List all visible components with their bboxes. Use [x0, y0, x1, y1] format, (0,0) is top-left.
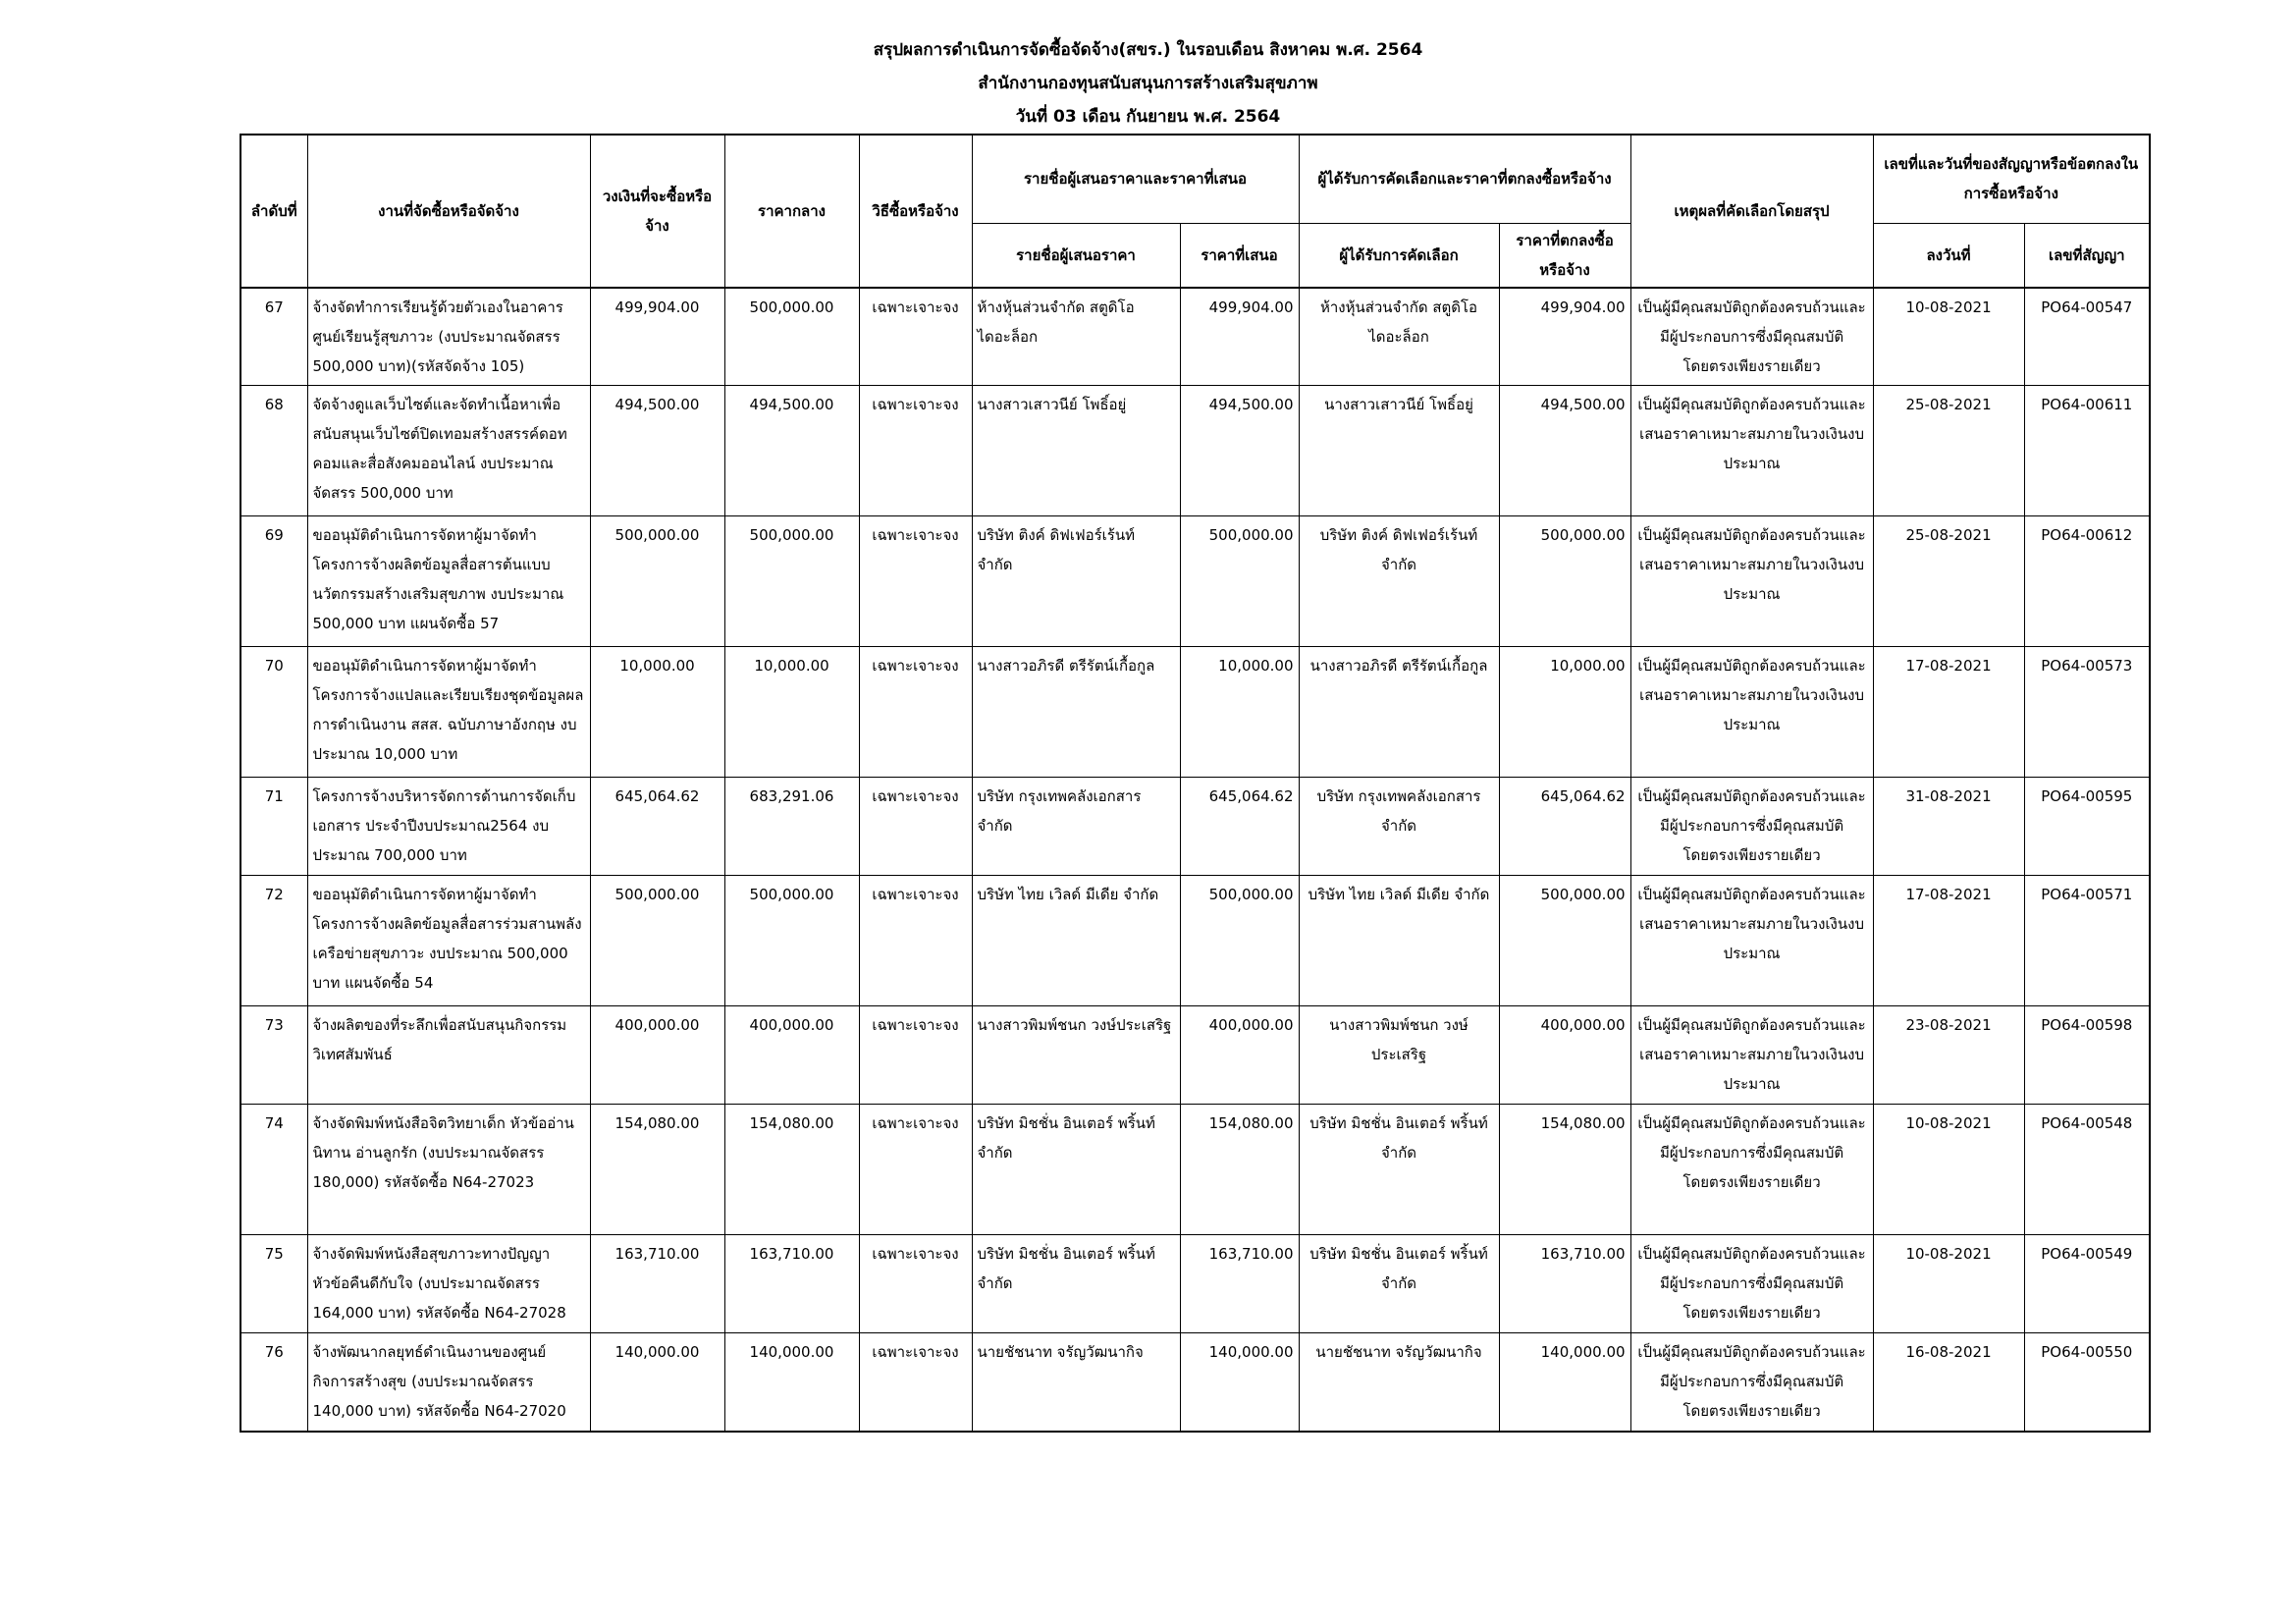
row-winner: บริษัท มิชชั่น อินเตอร์ พริ้นท์ จำกัด [1299, 1105, 1499, 1235]
agency-name: สำนักงานกองทุนสนับสนุนการสร้างเสริมสุขภาพ [978, 74, 1318, 93]
row-item: จ้างผลิตของที่ระลึกเพื่อสนับสนุนกิจกรรมวิเทศสัมพันธ์ [307, 1006, 590, 1105]
table-header [240, 135, 2150, 288]
report-title: สรุปผลการดำเนินการจัดซื้อจัดจ้าง(สขร.) ในรอบเดือน สิงหาคม พ.ศ. 2564 [873, 40, 1423, 60]
document-header [0, 33, 2296, 134]
table-row [240, 1333, 2150, 1432]
row-agreed: 500,000.00 [1499, 516, 1630, 647]
row-no: 75 [240, 1235, 307, 1333]
row-date: 17-08-2021 [1873, 647, 2024, 778]
row-agreed: 400,000.00 [1499, 1006, 1630, 1105]
row-no: 67 [240, 288, 307, 386]
row-budget: 500,000.00 [590, 516, 724, 647]
row-bidder: นางสาวเสาวนีย์ โพธิ์อยู่ [972, 386, 1180, 516]
col-agreed-price: ราคาที่ตกลงซื้อหรือจ้าง [1499, 223, 1630, 288]
col-reason: เหตุผลที่คัดเลือกโดยสรุป [1630, 135, 1873, 288]
row-reason: เป็นผู้มีคุณสมบัติถูกต้องครบถ้วนและมีผู้ประกอบการซึ่งมีคุณสมบัติโดยตรงเพียงรายเดียว [1630, 1105, 1873, 1235]
row-method: เฉพาะเจาะจง [859, 516, 972, 647]
col-item: งานที่จัดซื้อหรือจัดจ้าง [307, 135, 590, 288]
row-winner: นายชัชนาท จรัญวัฒนากิจ [1299, 1333, 1499, 1432]
row-item: ขออนุมัติดำเนินการจัดหาผู้มาจัดทำโครงการจ้างแปลและเรียบเรียงชุดข้อมูลผลการดำเนินงาน สสส. ฉบับภาษาอังกฤษ งบประมาณ 10,000 บาท [307, 647, 590, 778]
row-no: 70 [240, 647, 307, 778]
row-contract: PO64-00548 [2024, 1105, 2150, 1235]
table-row [240, 386, 2150, 516]
row-reason: เป็นผู้มีคุณสมบัติถูกต้องครบถ้วนและเสนอราคาเหมาะสมภายในวงเงินงบประมาณ [1630, 516, 1873, 647]
table-row [240, 1105, 2150, 1235]
row-no: 71 [240, 778, 307, 876]
row-method: เฉพาะเจาะจง [859, 647, 972, 778]
row-contract: PO64-00573 [2024, 647, 2150, 778]
row-no: 72 [240, 876, 307, 1006]
col-date: ลงวันที่ [1873, 223, 2024, 288]
row-no: 68 [240, 386, 307, 516]
row-method: เฉพาะเจาะจง [859, 1235, 972, 1333]
procurement-table [240, 134, 2151, 1433]
table-body [240, 288, 2150, 1432]
row-bidder: ห้างหุ้นส่วนจำกัด สตูดิโอไดอะล็อก [972, 288, 1180, 386]
row-item: ขออนุมัติดำเนินการจัดหาผู้มาจัดทำโครงการจ้างผลิตข้อมูลสื่อสารร่วมสานพลังเครือข่ายสุขภาวะ งบประมาณ 500,000 บาท แผนจัดซื้อ 54 [307, 876, 590, 1006]
table-row [240, 876, 2150, 1006]
row-bidder: นายชัชนาท จรัญวัฒนากิจ [972, 1333, 1180, 1432]
row-date: 25-08-2021 [1873, 386, 2024, 516]
row-bidder: บริษัท มิชชั่น อินเตอร์ พริ้นท์ จำกัด [972, 1235, 1180, 1333]
row-bid: 140,000.00 [1180, 1333, 1299, 1432]
row-bidder: บริษัท ติงค์ ดิฟเฟอร์เร้นท์ จำกัด [972, 516, 1180, 647]
row-budget: 500,000.00 [590, 876, 724, 1006]
row-method: เฉพาะเจาะจง [859, 1006, 972, 1105]
row-agreed: 499,904.00 [1499, 288, 1630, 386]
row-winner: นางสาวอภิรดี ตรีรัตน์เกื้อกูล [1299, 647, 1499, 778]
row-reason: เป็นผู้มีคุณสมบัติถูกต้องครบถ้วนและมีผู้ประกอบการซึ่งมีคุณสมบัติโดยตรงเพียงรายเดียว [1630, 288, 1873, 386]
row-budget: 163,710.00 [590, 1235, 724, 1333]
col-budget: วงเงินที่จะซื้อหรือจ้าง [590, 135, 724, 288]
table-row [240, 1235, 2150, 1333]
row-reason: เป็นผู้มีคุณสมบัติถูกต้องครบถ้วนและเสนอราคาเหมาะสมภายในวงเงินงบประมาณ [1630, 386, 1873, 516]
row-reason: เป็นผู้มีคุณสมบัติถูกต้องครบถ้วนและเสนอราคาเหมาะสมภายในวงเงินงบประมาณ [1630, 1006, 1873, 1105]
row-winner: บริษัท ติงค์ ดิฟเฟอร์เร้นท์ จำกัด [1299, 516, 1499, 647]
col-bidder-name: รายชื่อผู้เสนอราคา [972, 223, 1180, 288]
row-no: 73 [240, 1006, 307, 1105]
row-winner: บริษัท ไทย เวิลด์ มีเดีย จำกัด [1299, 876, 1499, 1006]
row-winner: นางสาวพิมพ์ชนก วงษ์ประเสริฐ [1299, 1006, 1499, 1105]
col-median: ราคากลาง [724, 135, 859, 288]
row-budget: 154,080.00 [590, 1105, 724, 1235]
row-date: 10-08-2021 [1873, 288, 2024, 386]
row-winner: ห้างหุ้นส่วนจำกัด สตูดิโอไดอะล็อก [1299, 288, 1499, 386]
col-bid-price: ราคาที่เสนอ [1180, 223, 1299, 288]
row-date: 25-08-2021 [1873, 516, 2024, 647]
row-bid: 645,064.62 [1180, 778, 1299, 876]
row-reason: เป็นผู้มีคุณสมบัติถูกต้องครบถ้วนและมีผู้ประกอบการซึ่งมีคุณสมบัติโดยตรงเพียงรายเดียว [1630, 778, 1873, 876]
row-date: 23-08-2021 [1873, 1006, 2024, 1105]
row-median: 683,291.06 [724, 778, 859, 876]
row-contract: PO64-00598 [2024, 1006, 2150, 1105]
row-item: จ้างจัดทำการเรียนรู้ด้วยตัวเองในอาคารศูนย์เรียนรู้สุขภาวะ (งบประมาณจัดสรร 500,000 บาท)(รหัสจัดจ้าง 105) [307, 288, 590, 386]
row-winner: บริษัท มิชชั่น อินเตอร์ พริ้นท์ จำกัด [1299, 1235, 1499, 1333]
row-bid: 10,000.00 [1180, 647, 1299, 778]
row-date: 10-08-2021 [1873, 1105, 2024, 1235]
row-item: จัดจ้างดูแลเว็บไซต์และจัดทำเนื้อหาเพื่อสนับสนุนเว็บไซต์ปิดเทอมสร้างสรรค์ดอทคอมและสื่อสังคมออนไลน์ งบประมาณจัดสรร 500,000 บาท [307, 386, 590, 516]
row-contract: PO64-00571 [2024, 876, 2150, 1006]
row-no: 76 [240, 1333, 307, 1432]
row-method: เฉพาะเจาะจง [859, 288, 972, 386]
row-median: 494,500.00 [724, 386, 859, 516]
row-method: เฉพาะเจาะจง [859, 876, 972, 1006]
row-contract: PO64-00550 [2024, 1333, 2150, 1432]
table-row [240, 516, 2150, 647]
row-agreed: 494,500.00 [1499, 386, 1630, 516]
table-row [240, 1006, 2150, 1105]
row-method: เฉพาะเจาะจง [859, 1333, 972, 1432]
report-date: วันที่ 03 เดือน กันยายน พ.ศ. 2564 [1015, 107, 1281, 127]
row-contract: PO64-00595 [2024, 778, 2150, 876]
row-budget: 645,064.62 [590, 778, 724, 876]
row-bidder: บริษัท มิชชั่น อินเตอร์ พริ้นท์ จำกัด [972, 1105, 1180, 1235]
row-median: 400,000.00 [724, 1006, 859, 1105]
row-bid: 500,000.00 [1180, 516, 1299, 647]
row-agreed: 140,000.00 [1499, 1333, 1630, 1432]
row-winner: บริษัท กรุงเทพคลังเอกสาร จำกัด [1299, 778, 1499, 876]
table-row [240, 288, 2150, 386]
row-agreed: 10,000.00 [1499, 647, 1630, 778]
col-winner-group: ผู้ได้รับการคัดเลือกและราคาที่ตกลงซื้อหรือจ้าง [1299, 135, 1630, 223]
row-contract: PO64-00547 [2024, 288, 2150, 386]
table-row [240, 647, 2150, 778]
col-contract-group: เลขที่และวันที่ของสัญญาหรือข้อตกลงในการซื้อหรือจ้าง [1873, 135, 2150, 223]
row-item: โครงการจ้างบริหารจัดการด้านการจัดเก็บเอกสาร ประจำปีงบประมาณ2564 งบประมาณ 700,000 บาท [307, 778, 590, 876]
row-bidder: บริษัท ไทย เวิลด์ มีเดีย จำกัด [972, 876, 1180, 1006]
row-item: ขออนุมัติดำเนินการจัดหาผู้มาจัดทำโครงการจ้างผลิตข้อมูลสื่อสารต้นแบบนวัตกรรมสร้างเสริมสุขภาพ งบประมาณ 500,000 บาท แผนจัดซื้อ 57 [307, 516, 590, 647]
row-median: 500,000.00 [724, 516, 859, 647]
row-median: 500,000.00 [724, 876, 859, 1006]
row-bidder: บริษัท กรุงเทพคลังเอกสาร จำกัด [972, 778, 1180, 876]
row-item: จ้างจัดพิมพ์หนังสือสุขภาวะทางปัญญา หัวข้อคืนดีกับใจ (งบประมาณจัดสรร 164,000 บาท) รหัสจัดซื้อ N64-27028 [307, 1235, 590, 1333]
row-no: 74 [240, 1105, 307, 1235]
row-budget: 499,904.00 [590, 288, 724, 386]
row-agreed: 645,064.62 [1499, 778, 1630, 876]
col-bidders-group: รายชื่อผู้เสนอราคาและราคาที่เสนอ [972, 135, 1299, 223]
row-reason: เป็นผู้มีคุณสมบัติถูกต้องครบถ้วนและเสนอราคาเหมาะสมภายในวงเงินงบประมาณ [1630, 647, 1873, 778]
row-contract: PO64-00549 [2024, 1235, 2150, 1333]
row-bidder: นางสาวพิมพ์ชนก วงษ์ประเสริฐ [972, 1006, 1180, 1105]
row-median: 10,000.00 [724, 647, 859, 778]
row-agreed: 163,710.00 [1499, 1235, 1630, 1333]
row-bidder: นางสาวอภิรดี ตรีรัตน์เกื้อกูล [972, 647, 1180, 778]
row-median: 154,080.00 [724, 1105, 859, 1235]
row-bid: 499,904.00 [1180, 288, 1299, 386]
table-row [240, 778, 2150, 876]
row-budget: 140,000.00 [590, 1333, 724, 1432]
row-budget: 400,000.00 [590, 1006, 724, 1105]
row-method: เฉพาะเจาะจง [859, 1105, 972, 1235]
row-median: 163,710.00 [724, 1235, 859, 1333]
row-date: 17-08-2021 [1873, 876, 2024, 1006]
col-winner-name: ผู้ได้รับการคัดเลือก [1299, 223, 1499, 288]
row-method: เฉพาะเจาะจง [859, 778, 972, 876]
row-reason: เป็นผู้มีคุณสมบัติถูกต้องครบถ้วนและมีผู้ประกอบการซึ่งมีคุณสมบัติโดยตรงเพียงรายเดียว [1630, 1235, 1873, 1333]
row-method: เฉพาะเจาะจง [859, 386, 972, 516]
row-item: จ้างพัฒนากลยุทธ์ดำเนินงานของศูนย์กิจการสร้างสุข (งบประมาณจัดสรร 140,000 บาท) รหัสจัดซื้อ N64-27020 [307, 1333, 590, 1432]
row-date: 10-08-2021 [1873, 1235, 2024, 1333]
row-item: จ้างจัดพิมพ์หนังสือจิตวิทยาเด็ก หัวข้ออ่านนิทาน อ่านลูกรัก (งบประมาณจัดสรร 180,000) รหัสจัดซื้อ N64-27023 [307, 1105, 590, 1235]
col-method: วิธีซื้อหรือจ้าง [859, 135, 972, 288]
row-budget: 494,500.00 [590, 386, 724, 516]
row-reason: เป็นผู้มีคุณสมบัติถูกต้องครบถ้วนและมีผู้ประกอบการซึ่งมีคุณสมบัติโดยตรงเพียงรายเดียว [1630, 1333, 1873, 1432]
row-date: 16-08-2021 [1873, 1333, 2024, 1432]
row-date: 31-08-2021 [1873, 778, 2024, 876]
row-bid: 500,000.00 [1180, 876, 1299, 1006]
row-bid: 163,710.00 [1180, 1235, 1299, 1333]
row-reason: เป็นผู้มีคุณสมบัติถูกต้องครบถ้วนและเสนอราคาเหมาะสมภายในวงเงินงบประมาณ [1630, 876, 1873, 1006]
row-winner: นางสาวเสาวนีย์ โพธิ์อยู่ [1299, 386, 1499, 516]
row-bid: 494,500.00 [1180, 386, 1299, 516]
row-budget: 10,000.00 [590, 647, 724, 778]
col-no: ลำดับที่ [240, 135, 307, 288]
row-bid: 400,000.00 [1180, 1006, 1299, 1105]
row-bid: 154,080.00 [1180, 1105, 1299, 1235]
row-agreed: 500,000.00 [1499, 876, 1630, 1006]
row-contract: PO64-00612 [2024, 516, 2150, 647]
row-no: 69 [240, 516, 307, 647]
row-contract: PO64-00611 [2024, 386, 2150, 516]
row-median: 500,000.00 [724, 288, 859, 386]
row-agreed: 154,080.00 [1499, 1105, 1630, 1235]
row-median: 140,000.00 [724, 1333, 859, 1432]
col-contract-no: เลขที่สัญญา [2024, 223, 2150, 288]
